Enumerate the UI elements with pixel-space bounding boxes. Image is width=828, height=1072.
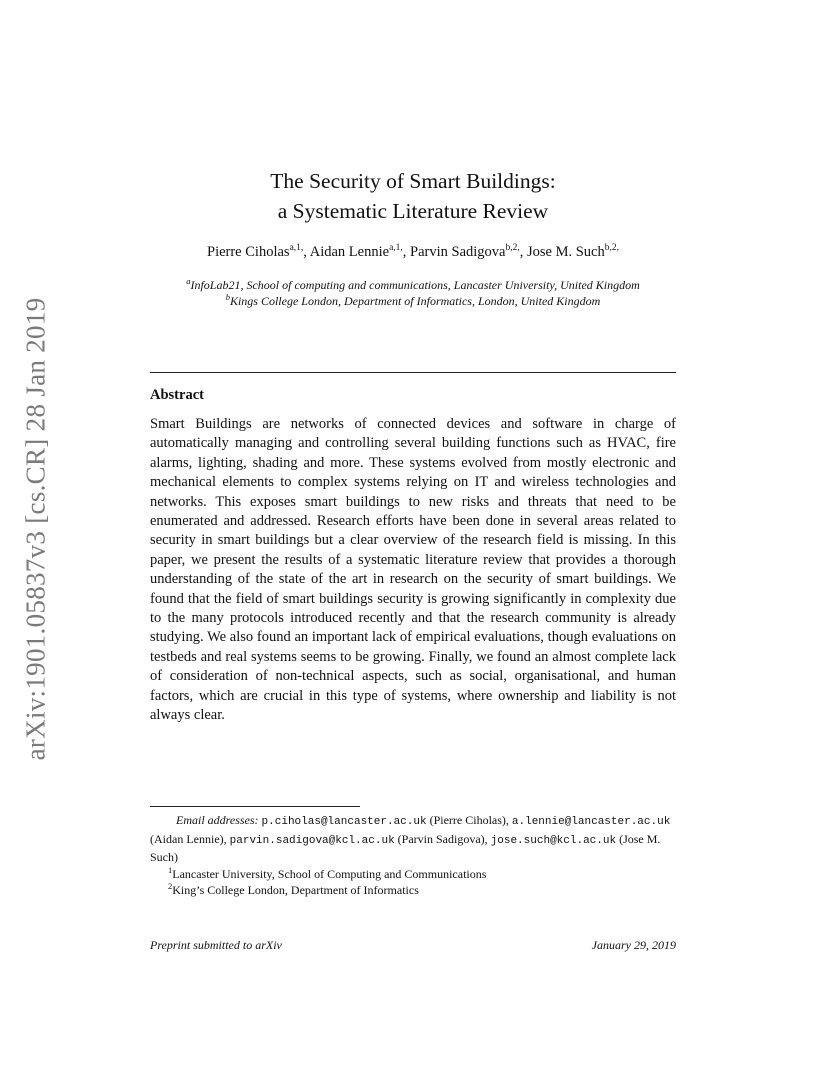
affiliation-text: InfoLab21, School of computing and communications, Lancaster University, United Kingdom (190, 278, 640, 292)
author-name: Parvin Sadigova (410, 244, 506, 260)
author-separator: , (402, 244, 411, 260)
footnote-item (150, 866, 676, 883)
author-affiliation-mark: b,2, (604, 243, 619, 253)
title-divider (150, 372, 676, 373)
email-owner: (Pierre Ciholas) (429, 813, 506, 827)
affiliation-item (150, 277, 676, 293)
author-separator: , (303, 244, 310, 260)
footnotes (150, 812, 676, 899)
abstract-body: Smart Buildings are networks of connected devices and software in charge of automatically managing and controlling several building functions such as HVAC, fire alarms, lighting, shading and more. These systems evolved from mostly electronic and mechanical elements to complex systems relying on IT and wireless technologies and networks. This exposes smart buildings to new risks and threats that need to be enumerated and addressed. Research efforts have been done in several areas related to security in smart buildings but a clear overview of the research field is missing. In this paper, we present the results of a systematic literature review that provides a thorough understanding of the state of the art in research on the security of smart buildings. We found that the field of smart buildings security is growing significantly in complexity due to the many protocols introduced recently and that the research community is already studying. We also found an important lack of empirical evaluations, though evaluations on testbeds and real systems seems to be growing. Finally, we found an almost complete lack of consideration of non-technical aspects, such as social, organisational, and human factors, which are crucial in this type of systems, where ownership and liability is not always clear. (150, 416, 676, 724)
affiliation-mark: a (186, 276, 191, 286)
abstract-heading: Abstract (150, 387, 204, 403)
email-address[interactable]: jose.such@kcl.ac.uk (490, 834, 617, 847)
email-separator: , (484, 831, 488, 846)
footnote-mark: 2 (168, 881, 173, 891)
footnote-mark: 1 (168, 864, 173, 875)
author-list (150, 244, 676, 261)
author-affiliation-mark: b,2, (505, 243, 520, 253)
paper-title (150, 166, 676, 226)
author-affiliation-mark: a,1, (389, 243, 403, 253)
paper-title-line-1: The Security of Smart Buildings: (270, 169, 556, 193)
affiliation-text: Kings College London, Department of Informatics, London, United Kingdom (229, 294, 601, 308)
footnote-text: King’s College London, Department of Informatics (172, 883, 419, 897)
email-label: Email addresses: (176, 813, 259, 827)
email-owner: (Aidan Lennie) (150, 831, 224, 846)
email-address[interactable]: parvin.sadigova@kcl.ac.uk (229, 834, 395, 847)
footnote-item (150, 882, 676, 899)
email-owner: (Parvin Sadigova) (397, 831, 485, 846)
footnote-text: Lancaster University, School of Computing and Communications (172, 866, 487, 881)
email-separator: , (505, 813, 509, 827)
arxiv-identifier-text: arXiv:1901.05837v3 [cs.CR] 28 Jan 2019 (20, 297, 51, 761)
email-address[interactable]: p.ciholas@lancaster.ac.uk (261, 816, 427, 828)
preprint-notice: Preprint submitted to arXiv (150, 938, 282, 952)
email-owner: (Jose M. Such) (150, 831, 661, 864)
email-address[interactable]: a.lennie@lancaster.ac.uk (511, 816, 671, 828)
author-separator: , (519, 244, 527, 260)
author-name: Jose M. Such (526, 244, 605, 260)
submission-date: January 29, 2019 (591, 938, 676, 952)
footnote-divider (150, 806, 360, 807)
affiliation-mark: b (225, 292, 230, 302)
author-name: Pierre Ciholas (207, 244, 290, 260)
affiliation-item (150, 293, 676, 309)
email-separator: , (223, 831, 227, 846)
email-footnote (150, 812, 676, 866)
author-name: Aidan Lennie (309, 244, 390, 260)
affiliation-list (150, 277, 676, 309)
author-affiliation-mark: a,1, (289, 243, 304, 253)
paper-title-line-2: a Systematic Literature Review (277, 199, 549, 223)
